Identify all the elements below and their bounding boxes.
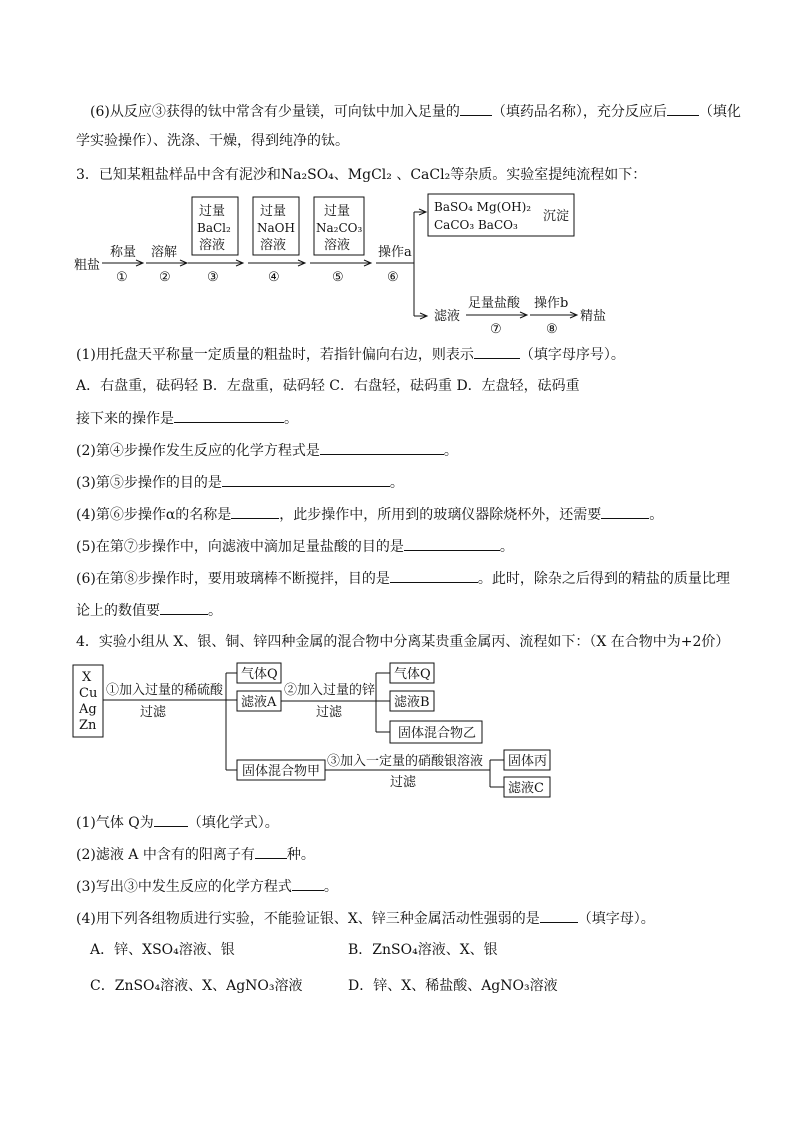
step3-number: ③	[207, 270, 219, 285]
answer-blank[interactable]	[292, 876, 324, 891]
q4-p2	[76, 844, 315, 865]
filtrate-label: 滤液	[434, 309, 461, 324]
period: 。	[208, 603, 222, 619]
q3-intro: 3．已知某粗盐样品中含有泥沙和Na₂SO₄、MgCl₂ 、CaCl₂等杂质。实验室提纯流程如下：	[76, 167, 647, 183]
q3-p2-text: (2)第④步操作发生反应的化学方程式是	[76, 443, 320, 459]
period: 。	[284, 411, 298, 427]
box3-line1: 过量	[199, 204, 226, 219]
q3-p4-text-b: ，此步操作中，所用到的玻璃仪器除烧杯外，还需要	[279, 507, 602, 523]
q3-p6-text-c: 论上的数值要	[76, 603, 160, 619]
q4-p1	[76, 812, 279, 833]
q3-p5-text: (5)在第⑦步操作中，向滤液中滴加足量盐酸的目的是	[76, 539, 404, 555]
q3-options: A．右盘重，砝码轻 B．左盘重，砝码轻 C．右盘轻，砝码重 D．左盘轻，砝码重	[76, 378, 580, 394]
q3-p3-text: (3)第⑤步操作的目的是	[76, 475, 222, 491]
acid-label: 足量盐酸	[468, 296, 521, 311]
box3-line3: 溶液	[199, 238, 226, 253]
box5-line1: 过量	[324, 204, 351, 219]
metal-ag: Ag	[79, 702, 97, 717]
crude-salt-label: 粗盐	[74, 258, 101, 273]
q4-option-b: B．ZnSO₄溶液、X、银	[348, 942, 498, 958]
period: 。	[649, 507, 664, 523]
metal-zn: Zn	[79, 718, 97, 733]
q4-intro: 4．实验小组从 X、银、铜、锌四种金属的混合物中分离某贵重金属丙、流程如下：（X 在合物中为+2价）	[76, 634, 730, 650]
metal-x: X	[82, 670, 92, 685]
q3-p6-text-b: 。此时，除杂之后得到的精盐的质量比理	[477, 571, 730, 587]
step2-number: ②	[159, 270, 171, 285]
filtrate-c-label: 滤液C	[508, 781, 544, 796]
q2-6-text-a: (6)从反应③获得的钛中常含有少量镁，可向钛中加入足量的	[90, 104, 460, 120]
q4-p2-text-b: 种。	[286, 847, 315, 863]
answer-blank[interactable]	[255, 844, 287, 859]
q3-p1-end: （填字母序号）。	[519, 347, 625, 363]
answer-blank[interactable]	[154, 812, 188, 827]
refined-salt-label: 精盐	[580, 309, 607, 324]
period: 。	[499, 539, 514, 555]
answer-blank[interactable]	[540, 908, 578, 923]
q4-option-a: A．锌、XSO₄溶液、银	[90, 942, 235, 958]
q4-filter1-label: 过滤	[140, 705, 167, 720]
q2-6-text-b: （填药品名称），充分反应后	[491, 104, 667, 120]
solid-c-label: 固体丙	[508, 754, 548, 769]
q4-p3-text: (3)写出③中发生反应的化学方程式	[76, 879, 292, 895]
precip-line2: CaCO₃ BaCO₃	[434, 218, 518, 232]
q4-filter3-label: 过滤	[390, 775, 417, 790]
box5-line2: Na₂CO₃	[316, 221, 363, 235]
q4-filter2-label: 过滤	[316, 705, 343, 720]
step1-number: ①	[116, 270, 128, 285]
step1-label: 称量	[110, 245, 137, 260]
q3-p1-text: (1)用托盘天平称量一定质量的粗盐时，若指针偏向右边，则表示	[76, 347, 474, 363]
q2-6-text-c: （填化	[698, 104, 741, 120]
step2-label: 溶解	[151, 245, 178, 260]
q4-p3	[76, 876, 338, 897]
filtrate-b-label: 滤液B	[394, 695, 430, 710]
gas-q-label-2: 气体Q	[394, 667, 431, 682]
step6-number: ⑥	[387, 270, 399, 285]
q3-next-op-text: 接下来的操作是	[76, 411, 174, 427]
q2-6-line2: 学实验操作）、洗涤、干燥，得到纯净的钛。	[76, 133, 349, 149]
q4-p2-text-a: (2)滤液 A 中含有的阳离子有	[76, 847, 255, 863]
box3-line2: BaCl₂	[197, 221, 231, 235]
solid-mix-b-label: 固体混合物乙	[398, 726, 477, 741]
step5-number: ⑤	[332, 270, 344, 285]
box5-line3: 溶液	[324, 238, 351, 253]
precip-label: 沉淀	[543, 209, 570, 224]
gas-q-label-1: 气体Q	[241, 667, 278, 682]
q4-step1-label: ①加入过量的稀硫酸	[106, 683, 224, 698]
q4-p1-text-a: (1)气体 Q为	[76, 815, 154, 831]
q3-p4-text-a: (4)第⑥步操作α的名称是	[76, 507, 232, 523]
q4-p4	[76, 908, 655, 929]
q4-step2-label: ②加入过量的锌	[284, 683, 376, 698]
op-b-label: 操作b	[534, 296, 569, 311]
step7-number: ⑦	[490, 322, 502, 337]
q4-step3-label: ③加入一定量的硝酸银溶液	[327, 754, 484, 769]
step8-number: ⑧	[546, 322, 558, 337]
filtrate-a-label: 滤液A	[241, 695, 277, 710]
q4-p4-text-a: (4)用下列各组物质进行实验，不能验证银、X、锌三种金属活动性强弱的是	[76, 911, 540, 927]
period: 。	[443, 443, 458, 459]
q4-p4-text-b: （填字母）。	[577, 911, 655, 927]
box4-line3: 溶液	[260, 238, 287, 253]
q4-option-c: C．ZnSO₄溶液、X、AgNO₃溶液	[90, 978, 303, 994]
period: 。	[389, 475, 404, 491]
q4-option-d: D．锌、X、稀盐酸、AgNO₃溶液	[348, 978, 558, 994]
op-a-label: 操作a	[378, 245, 412, 260]
step4-number: ④	[268, 270, 280, 285]
precip-line1: BaSO₄ Mg(OH)₂	[434, 200, 532, 214]
period: 。	[323, 879, 338, 895]
box4-line2: NaOH	[257, 221, 295, 235]
q3-p6-text-a: (6)在第⑧步操作时，要用玻璃棒不断搅拌，目的是	[76, 571, 390, 587]
box4-line1: 过量	[260, 204, 287, 219]
q4-p1-text-b: （填化学式）。	[187, 815, 279, 831]
metal-cu: Cu	[79, 686, 98, 701]
solid-mix-a-label: 固体混合物甲	[242, 764, 321, 779]
